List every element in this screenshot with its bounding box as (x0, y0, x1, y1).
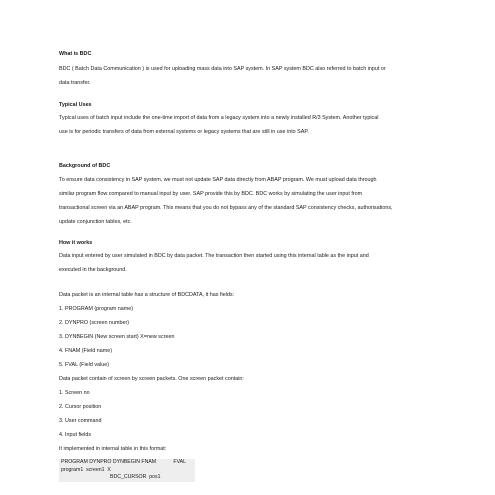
heading-how-it-works: How it works (59, 240, 93, 246)
table-row-header: PROGRAM DYNPRO DYNBEGIN FNAM FVAL (61, 459, 186, 465)
table-row-1: program1 screen1 X (61, 466, 111, 473)
packet-field-3: 3. DYNBEGIN (New screen start) X=new screen (59, 334, 175, 340)
para-what-line-2: data transfer. (59, 80, 91, 86)
packet-field-2: 2. DYNPRO (screen number) (59, 320, 130, 326)
screen-item-4: 4. Input fields (59, 432, 92, 438)
heading-background: Background of BDC (59, 163, 111, 169)
para-background-line-2: similar program flow compared to manual input by user. SAP provide this by BDC. BDC works by simulating the user input from (59, 191, 363, 197)
packet-field-1: 1. PROGRAM (program name) (59, 306, 133, 312)
screen-item-1: 1. Screen no (59, 390, 90, 396)
screen-item-3: 3. User command (59, 418, 102, 424)
para-how-line-1: Data input entered by user simulated in BDC by data packet. The transaction then started using this internal table as the input and (59, 253, 369, 259)
para-how-line-2: executed in the background. (59, 267, 127, 273)
packet-field-4: 4. FNAM (Field name) (59, 348, 113, 354)
para-typical-line-2: use is for periodic transfers of data from external systems or legacy systems that are still in use into SAP. (59, 129, 309, 135)
packet-intro: Data packet is an internal table has a structure of BDCDATA, it has fields: (59, 292, 235, 298)
para-background-line-3: transactional screen via an ABAP program. This means that you do not bypass any of the standard SAP consistency checks, authorisations, (59, 205, 393, 211)
packet-field-5: 5. FVAL (Field value) (59, 362, 110, 368)
para-background-line-1: To ensure data consistency in SAP system, we must not update SAP data directly from ABAP program. We must upload data through (59, 177, 377, 183)
para-what-line-1: BDC ( Batch Data Communication ) is used for uploading mass data into SAP system. In SAP system BDC also referred to batch input or (59, 66, 386, 72)
screen-item-2: 2. Cursor position (59, 404, 102, 410)
format-intro: It implemented in internal table in this format: (59, 446, 167, 452)
para-typical-line-1: Typical uses of batch input include the one-time import of data from a legacy system into a newly installed R/3 System. Another typical (59, 115, 379, 121)
screen-packet-intro: Data packet contain of screen by screen packets. One screen packet contain: (59, 376, 244, 382)
table-row-2: BDC_CURSOR pos1 (61, 474, 161, 480)
heading-typical-uses: Typical Uses (59, 102, 92, 108)
bdcdata-format-table (59, 459, 195, 482)
heading-what-is-bdc: What is BDC (59, 51, 92, 57)
para-background-line-4: update conjunction tables, etc. (59, 219, 132, 225)
